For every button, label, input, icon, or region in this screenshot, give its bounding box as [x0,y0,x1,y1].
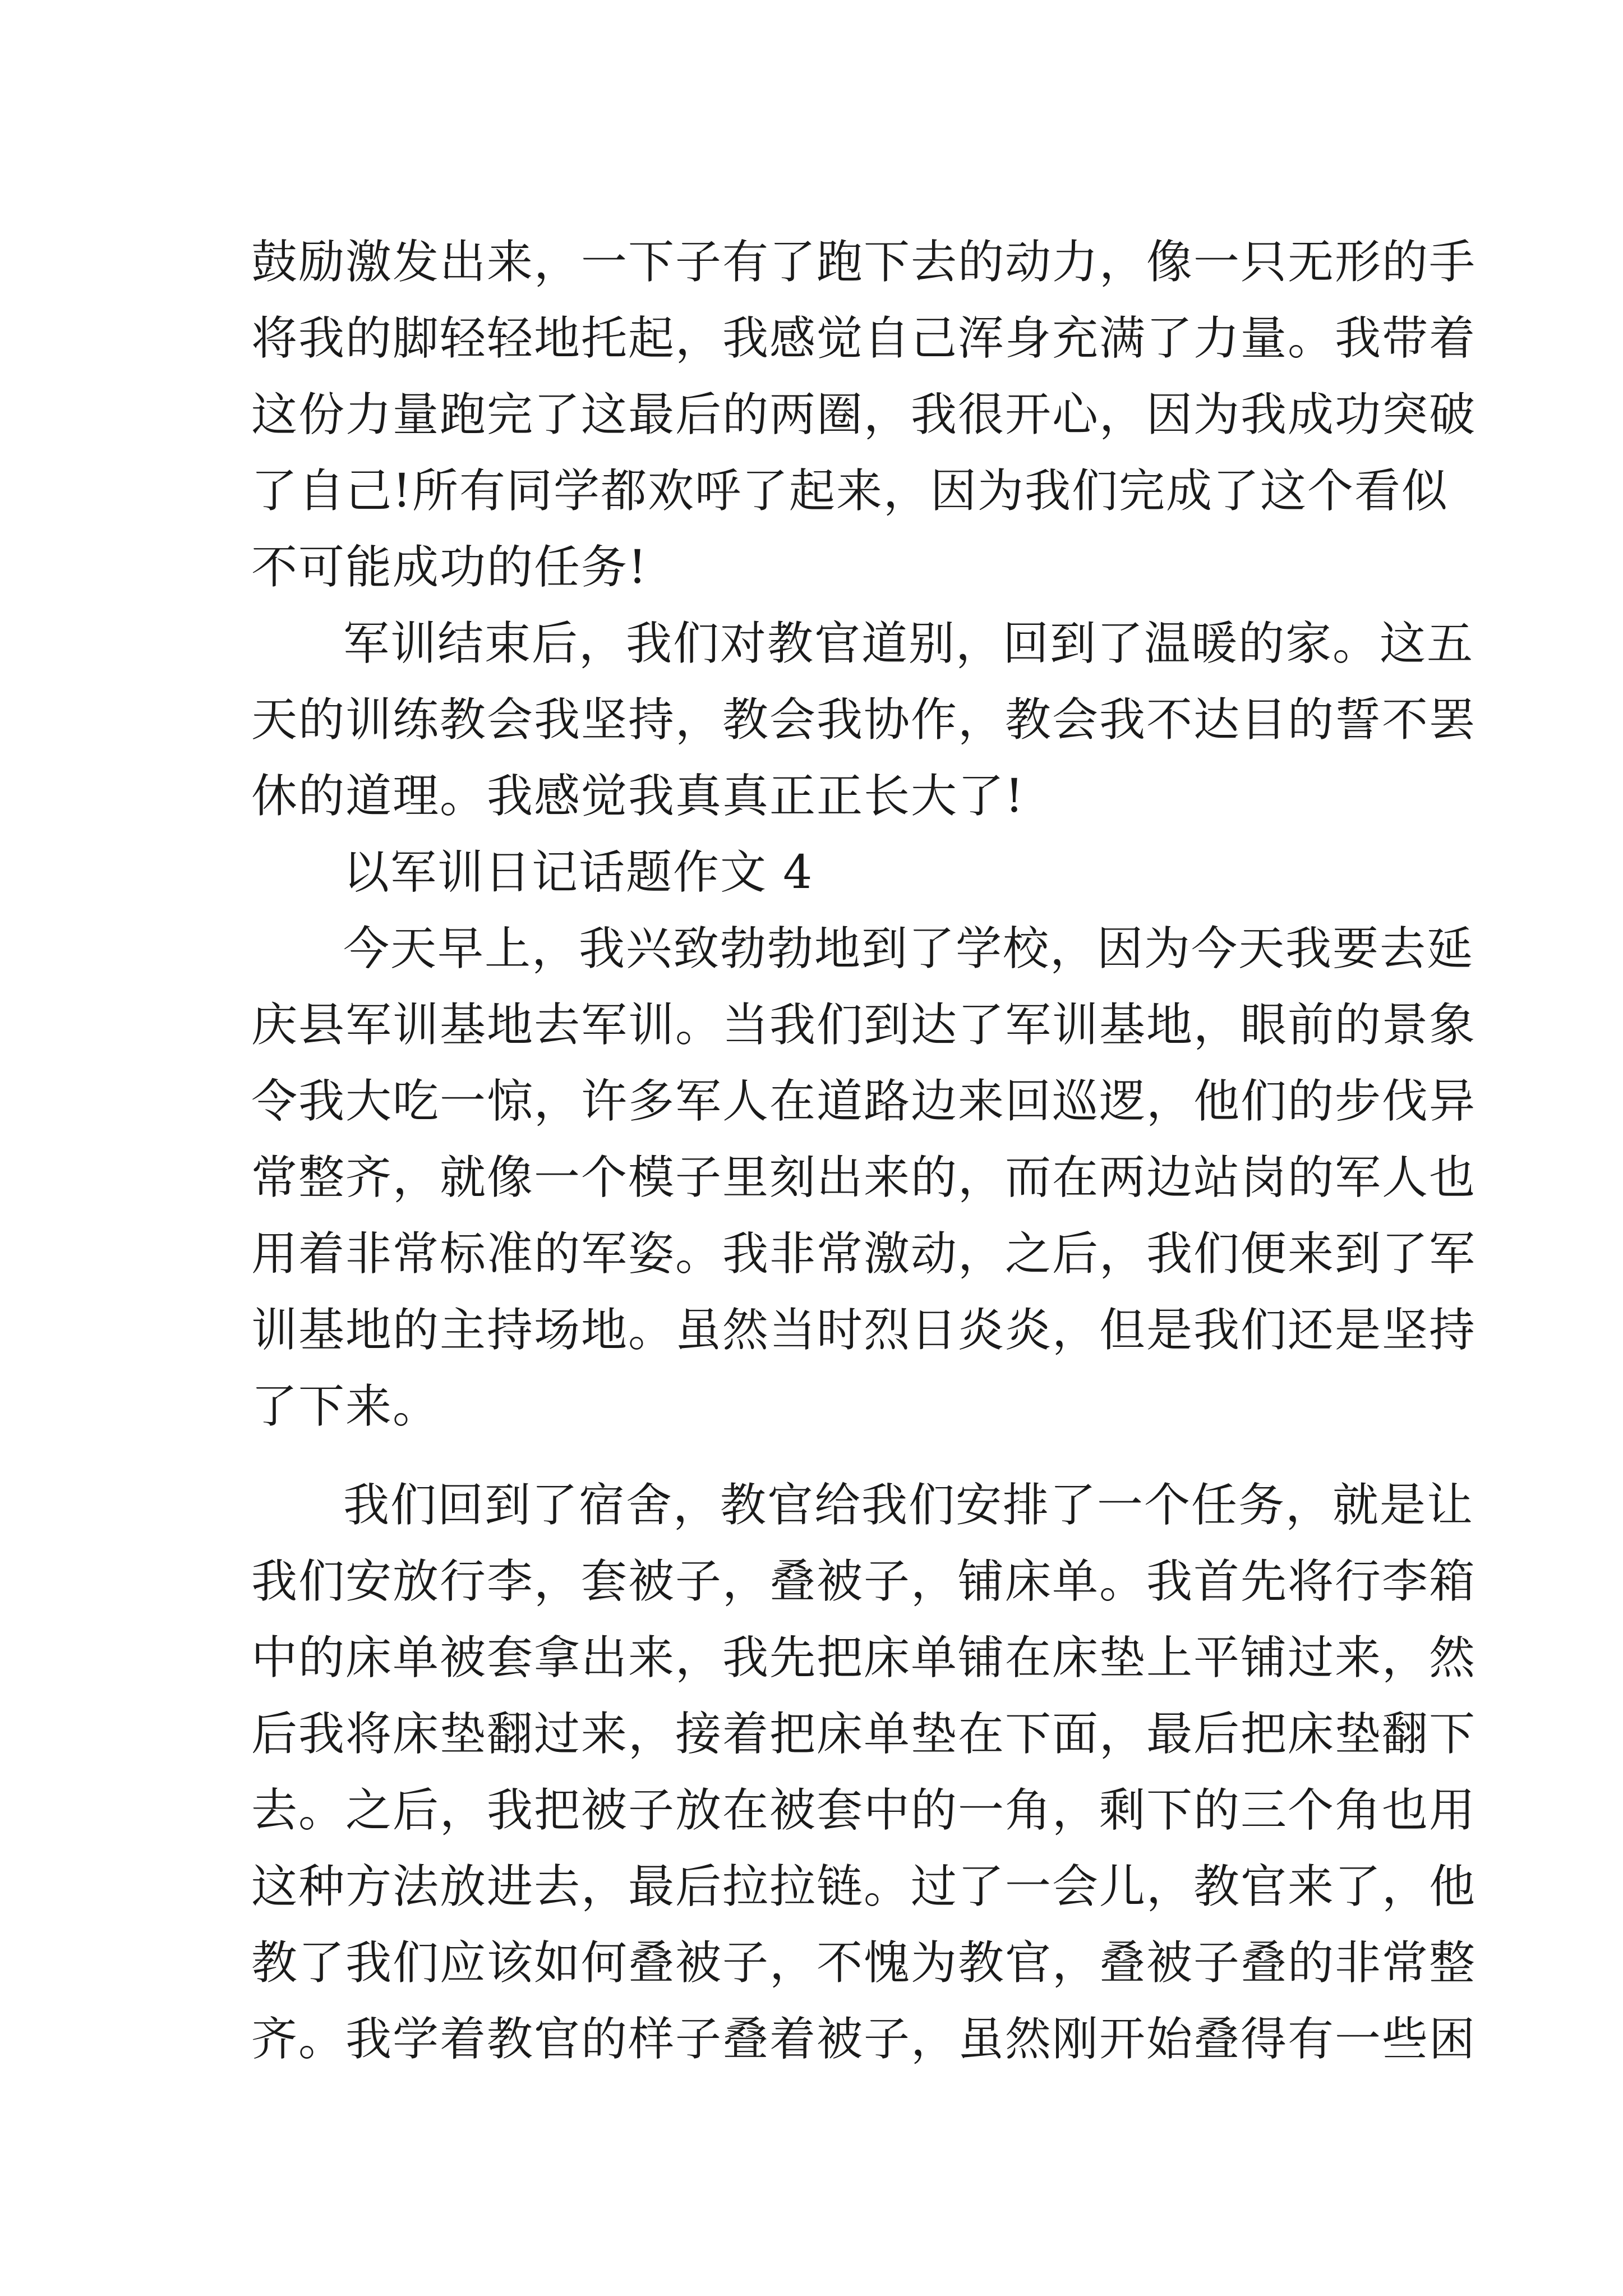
paragraph-line: 训基地的主持场地。虽然当时烈日炎炎，但是我们还是坚持 [251,1304,1477,1357]
paragraph-line: 了下来。 [251,1380,440,1433]
paragraph-line: 去。之后，我把被子放在被套中的一角，剩下的三个角也用 [251,1784,1477,1837]
paragraph-line: 鼓励激发出来，一下子有了跑下去的动力，像一只无形的手 [251,236,1477,289]
paragraph-line: 军训结束后，我们对教官道别，回到了温暖的家。这五 [343,617,1474,670]
paragraph-line: 后我将床垫翻过来，接着把床单垫在下面，最后把床垫翻下 [251,1708,1477,1761]
paragraph-line: 中的床单被套拿出来，我先把床单铺在床垫上平铺过来，然 [251,1631,1477,1685]
paragraph-line: 这份力量跑完了这最后的两圈，我很开心，因为我成功突破 [251,388,1477,441]
paragraph-line: 天的训练教会我坚持，教会我协作，教会我不达目的誓不罢 [251,693,1477,747]
paragraph-line: 常整齐，就像一个模子里刻出来的，而在两边站岗的军人也 [251,1151,1477,1204]
section-heading: 以军训日记话题作文 4 [343,846,814,899]
paragraph-gap [251,1445,1395,1467]
paragraph-line: 今天早上，我兴致勃勃地到了学校，因为今天我要去延 [343,922,1474,976]
paragraph-line: 将我的脚轻轻地托起，我感觉自己浑身充满了力量。我带着 [251,312,1477,365]
paragraph-line: 我们安放行李，套被子，叠被子，铺床单。我首先将行李箱 [251,1555,1477,1608]
paragraph-line: 这种方法放进去，最后拉拉链。过了一会儿，教官来了，他 [251,1860,1477,1913]
document-body [251,224,1477,2078]
paragraph-line: 不可能成功的任务! [251,541,648,594]
paragraph-line: 齐。我学着教官的样子叠着被子，虽然刚开始叠得有一些困 [251,2013,1477,2066]
paragraph-line: 教了我们应该如何叠被子，不愧为教官，叠被子叠的非常整 [251,1936,1477,1990]
paragraph-line: 用着非常标准的军姿。我非常激动，之后，我们便来到了军 [251,1227,1477,1281]
paragraph-line: 休的道理。我感觉我真真正正长大了! [251,770,1025,823]
paragraph-line: 庆县军训基地去军训。当我们到达了军训基地，眼前的景象 [251,999,1477,1052]
paragraph-line: 我们回到了宿舍，教官给我们安排了一个任务，就是让 [343,1479,1474,1532]
paragraph-line: 了自己!所有同学都欢呼了起来，因为我们完成了这个看似 [251,464,1449,518]
paragraph-line: 令我大吃一惊，许多军人在道路边来回巡逻，他们的步伐异 [251,1075,1477,1128]
